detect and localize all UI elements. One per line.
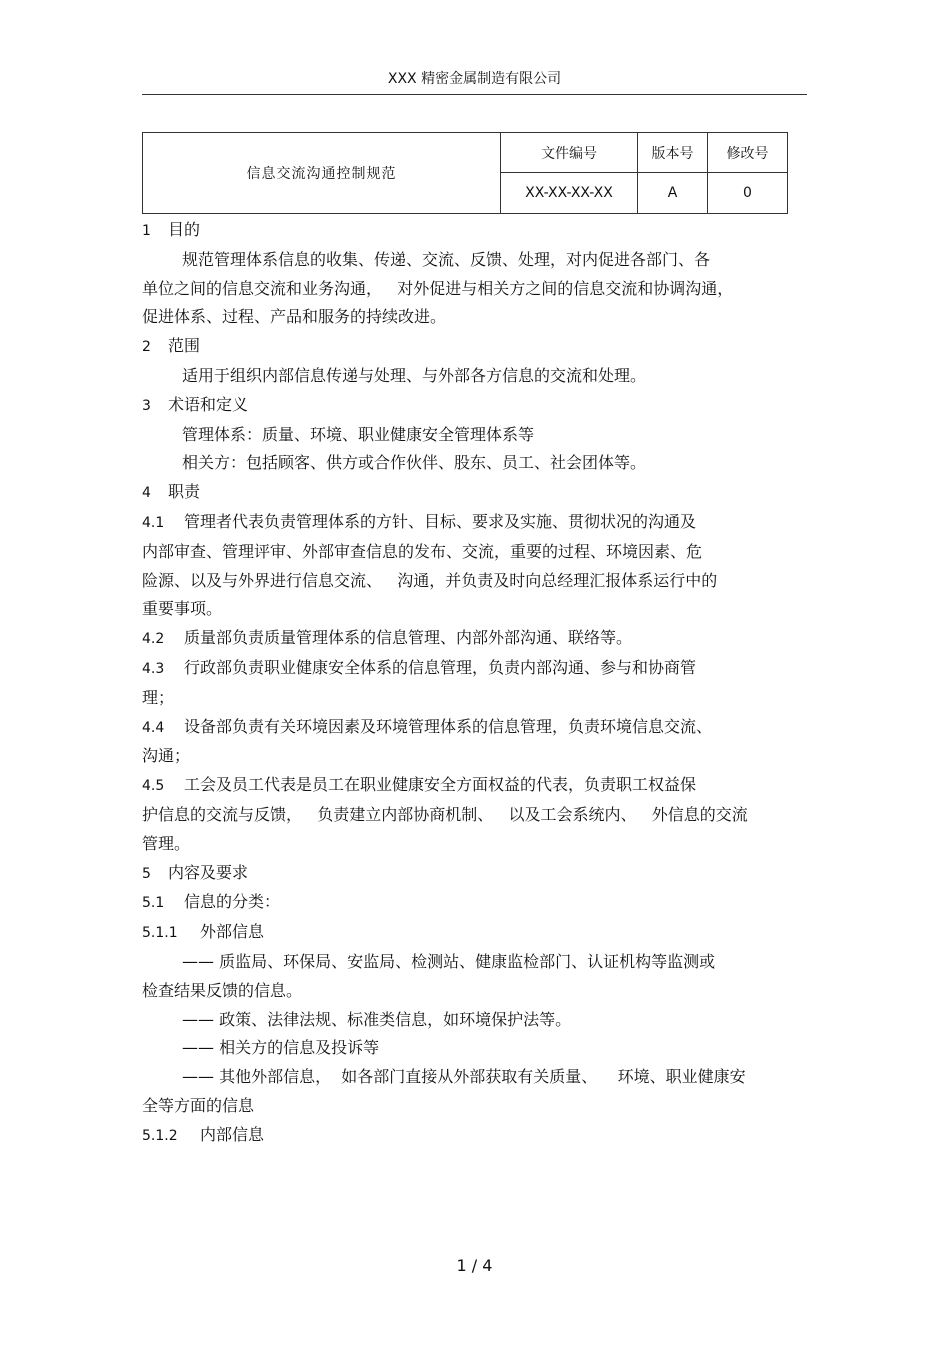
list-item: —— 相关方的信息及投诉等 — [182, 1038, 380, 1058]
header-divider — [142, 94, 807, 95]
page-number: 1 / 4 — [456, 1256, 493, 1275]
list-item: —— 质监局、环保局、安监局、检测站、健康监检部门、认证机构等监测或 — [182, 951, 716, 971]
revision-header: 修改号 — [708, 133, 788, 173]
document-title-block — [142, 132, 788, 214]
section-heading: 4 职责 — [142, 482, 201, 502]
clause-line: 管理。 — [142, 833, 191, 853]
clause-line: 4.1 管理者代表负责管理体系的方针、目标、要求及实施、贯彻状况的沟通及 — [142, 511, 697, 531]
version-header: 版本号 — [638, 133, 708, 173]
document-body — [142, 216, 807, 1151]
subsubsection-heading: 5.1.1 外部信息 — [142, 922, 265, 942]
company-header: XXX 精密金属制造有限公司 — [387, 71, 562, 87]
list-item: —— 其他外部信息， 如各部门直接从外部获取有关质量、 环境、职业健康安 — [182, 1067, 746, 1087]
doc-no-value: XX-XX-XX-XX — [501, 173, 638, 214]
clause-line: 4.5 工会及员工代表是员工在职业健康安全方面权益的代表，负责职工权益保 — [142, 775, 697, 795]
paragraph-line: 规范管理体系信息的收集、传递、交流、反馈、处理，对内促进各部门、各 — [182, 249, 711, 269]
section-heading: 3 术语和定义 — [142, 394, 249, 414]
clause-line: 重要事项。 — [142, 599, 223, 619]
paragraph-line: 适用于组织内部信息传递与处理、与外部各方信息的交流和处理。 — [182, 365, 647, 385]
section-heading: 2 范围 — [142, 336, 201, 356]
version-value: A — [638, 173, 708, 214]
definition-line: 管理体系：质量、环境、职业健康安全管理体系等 — [182, 424, 535, 444]
clause-line: 内部审查、管理评审、外部审查信息的发布、交流，重要的过程、环境因素、危 — [142, 541, 703, 561]
list-item-continuation: 全等方面的信息 — [142, 1095, 255, 1115]
clause-line: 4.2 质量部负责质量管理体系的信息管理、内部外部沟通、联络等。 — [142, 628, 633, 648]
clause-line: 4.4 设备部负责有关环境因素及环境管理体系的信息管理，负责环境信息交流、 — [142, 716, 713, 736]
subsection-heading: 5.1 信息的分类： — [142, 892, 281, 912]
list-item-continuation: 检查结果反馈的信息。 — [142, 980, 303, 1000]
document-title: 信息交流沟通控制规范 — [143, 133, 501, 214]
paragraph-line: 单位之间的信息交流和业务沟通， 对外促进与相关方之间的信息交流和协调沟通， — [142, 278, 734, 298]
revision-value: 0 — [708, 173, 788, 214]
doc-no-header: 文件编号 — [501, 133, 638, 173]
list-item: —— 政策、法律法规、标准类信息，如环境保护法等。 — [182, 1009, 572, 1029]
subsubsection-heading: 5.1.2 内部信息 — [142, 1124, 265, 1144]
section-heading: 5 内容及要求 — [142, 862, 249, 882]
definition-line: 相关方：包括顾客、供方或合作伙伴、股东、员工、社会团体等。 — [182, 453, 647, 473]
clause-line: 4.3 行政部负责职业健康安全体系的信息管理，负责内部沟通、参与和协商管 — [142, 657, 697, 677]
clause-line: 护信息的交流与反馈， 负责建立内部协商机制、 以及工会系统内、 外信息的交流 — [142, 804, 748, 824]
clause-line: 理； — [142, 687, 175, 707]
section-heading: 1 目的 — [142, 220, 201, 239]
clause-line: 沟通； — [142, 746, 191, 766]
paragraph-line: 促进体系、过程、产品和服务的持续改进。 — [142, 307, 447, 327]
clause-line: 险源、以及与外界进行信息交流、 沟通，并负责及时向总经理汇报体系运行中的 — [142, 570, 718, 590]
